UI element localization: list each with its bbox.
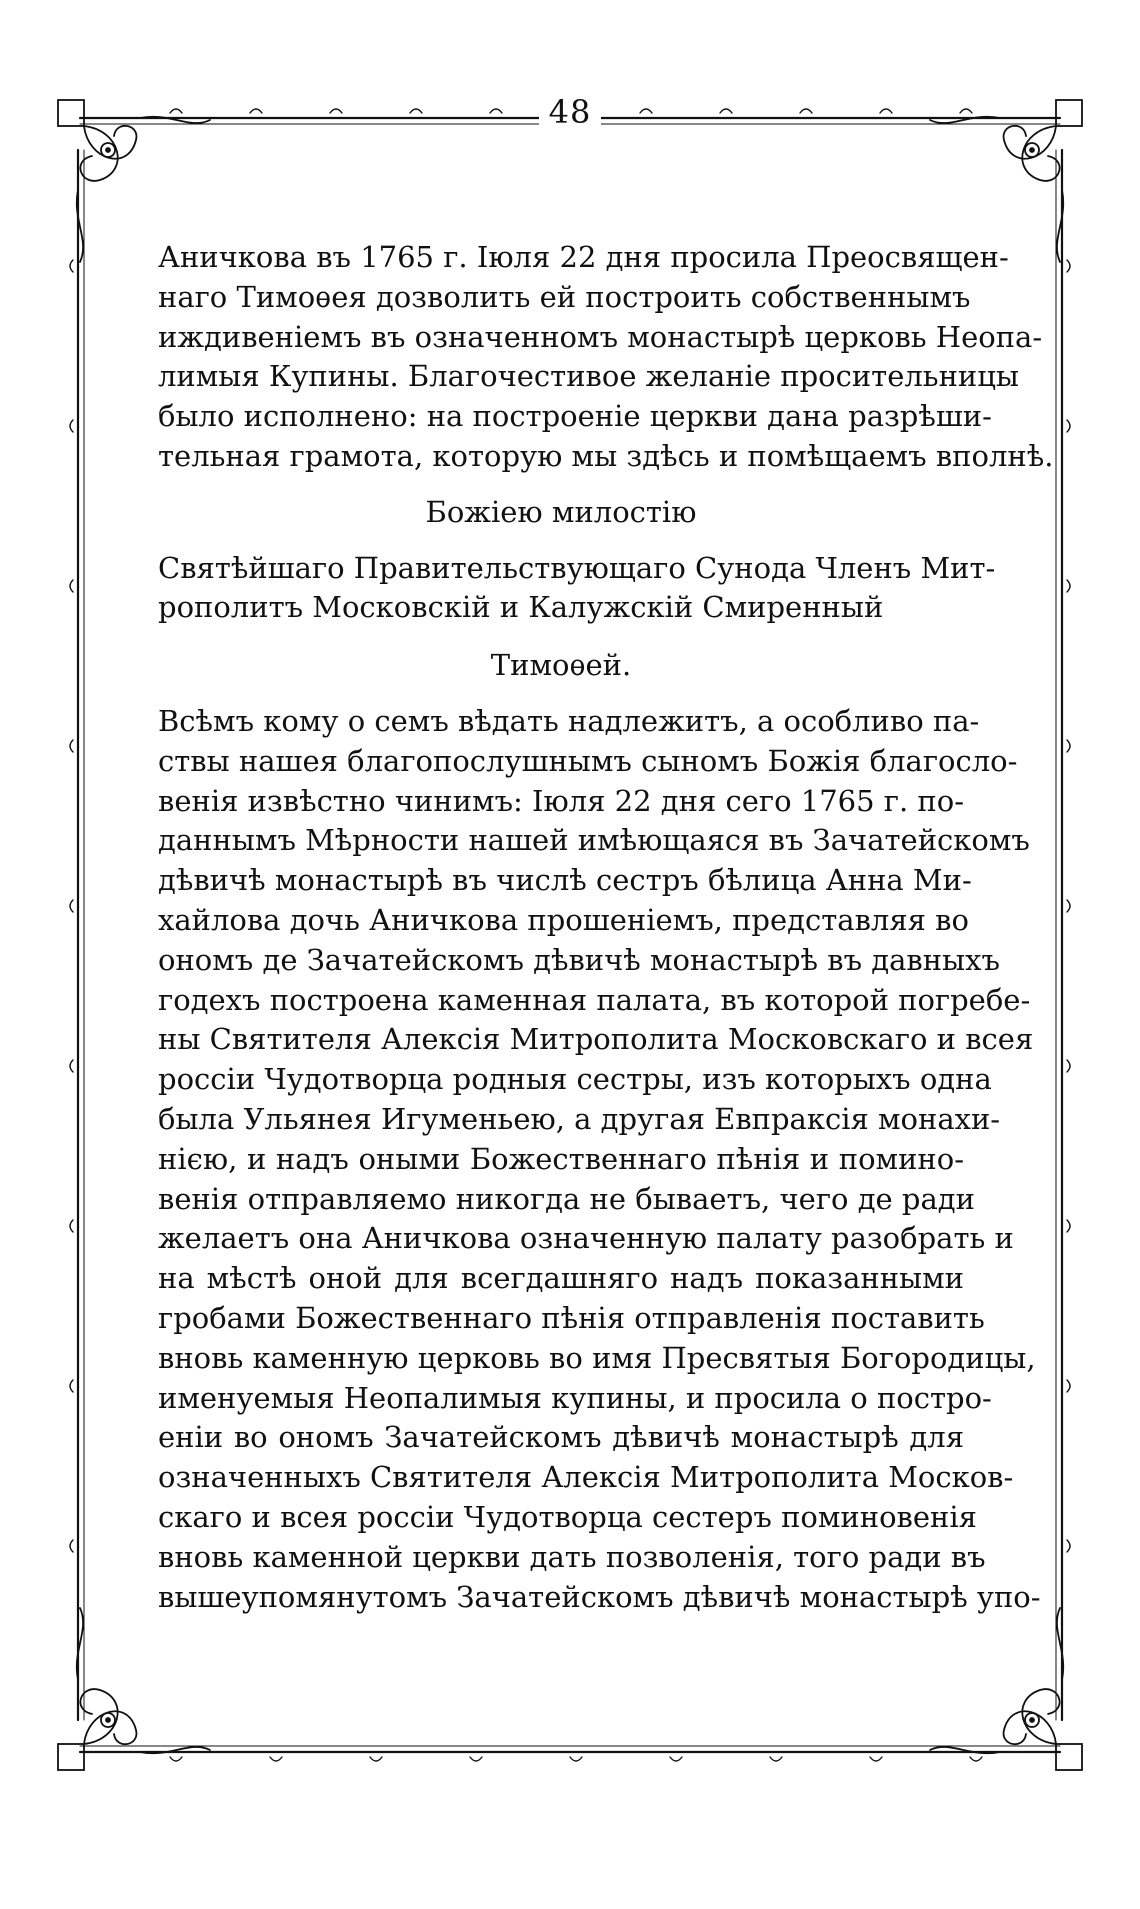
body-paragraph (158, 702, 1041, 1617)
text-line: венія отправляемо никогда не бываетъ, чего де ради (158, 1181, 975, 1216)
title-line: рополитъ Московскій и Калужскій Смиренный (158, 590, 884, 625)
title-line: Святѣйшаго Правительствующаго Сунода Членъ Мит- (158, 550, 996, 585)
text-line: была Ульянея Игуменьею, а другая Евпраксія монахи- (158, 1101, 1001, 1136)
text-line: даннымъ Мѣрности нашей имѣющаяся въ Зачатейскомъ (158, 823, 1030, 858)
text-line: вышеупомянутомъ Зачатейскомъ дѣвичѣ монастырѣ упо- (158, 1579, 1041, 1614)
text-line: еніи во ономъ Зачатейскомъ дѣвичѣ монастырѣ для (158, 1420, 964, 1455)
text-line: вновь каменную церковь во имя Пресвятыя Богородицы, (158, 1340, 1036, 1375)
text-line: означенныхъ Святителя Алексія Митрополита Москов- (158, 1460, 1014, 1495)
text-line: гробами Божественнаго пѣнія отправленія поставить (158, 1300, 985, 1335)
text-line: желаетъ она Аничкова означенную палату разобрать и (158, 1221, 1014, 1256)
text-line: вновь каменной церкви дать позволенія, того ради въ (158, 1539, 986, 1574)
text-line: тельная грамота, которую мы здѣсь и помѣщаемъ вполнѣ. (158, 438, 1054, 473)
text-line: хайлова дочь Аничкова прошеніемъ, представляя во (158, 902, 969, 937)
text-line: скаго и всея россіи Чудотворца сестеръ поминовенія (158, 1499, 977, 1534)
signature (158, 646, 964, 686)
document-heading (158, 493, 964, 533)
text-line: россіи Чудотворца родныя сестры, изъ которыхъ одна (158, 1062, 992, 1097)
text-line: дѣвичѣ монастырѣ въ числѣ сестръ бѣлица Анна Ми- (158, 863, 972, 898)
page-number (0, 94, 1140, 130)
text-line: наго Тимоѳея дозволить ей построить собственнымъ (158, 279, 971, 314)
text-line: лимыя Купины. Благочестивое желаніе просительницы (158, 359, 1019, 394)
signature-line: Тимоѳей. (490, 648, 632, 683)
page-text (158, 238, 1054, 1617)
text-line: было исполнено: на построеніе церкви дана разрѣши- (158, 399, 992, 434)
text-line: именуемыя Неопалимыя купины, и просила о постро- (158, 1380, 992, 1415)
heading-line: Божіею милостію (425, 494, 697, 529)
text-line: Всѣмъ кому о семъ вѣдать надлежитъ, а особливо па- (158, 703, 980, 738)
text-line: иждивеніемъ въ означенномъ монастырѣ церковь Неопа- (158, 319, 1043, 354)
document-title (158, 549, 996, 629)
text-line: Аничкова въ 1765 г. Іюля 22 дня просила Преосвящен- (158, 240, 1009, 274)
text-line: на мѣстѣ оной для всегдашняго надъ показанными (158, 1261, 964, 1296)
page-number-text: 48 (539, 93, 602, 131)
text-line: годехъ построена каменная палата, въ которой погребе- (158, 982, 1031, 1017)
text-line: венія извѣстно чинимъ: Іюля 22 дня сего 1765 г. по- (158, 783, 964, 818)
text-line: ономъ де Зачатейскомъ дѣвичѣ монастырѣ въ давныхъ (158, 942, 1000, 977)
text-line: ствы нашея благопослушнымъ сыномъ Божія благосло- (158, 743, 1018, 778)
intro-paragraph (158, 238, 1054, 477)
text-line: нією, и надъ оными Божественнаго пѣнія и помино- (158, 1141, 964, 1176)
text-line: ны Святителя Алексія Митрополита Московскаго и всея (158, 1022, 1034, 1057)
